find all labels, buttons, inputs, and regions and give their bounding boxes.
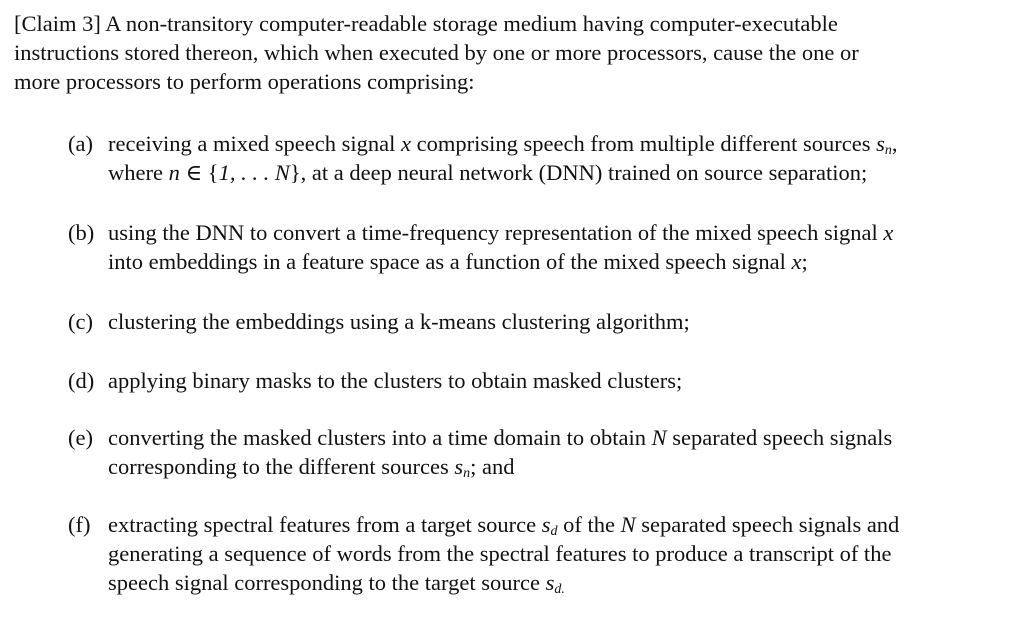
step-text: where [108,160,169,185]
step-b [68,218,1008,276]
step-text: speech signal corresponding to the target source [108,570,546,595]
claim-intro [14,9,1004,96]
step-letter: (d) [68,368,95,393]
step-text: }, at a deep neural network (DNN) trained on source separation; [289,160,868,185]
step-line [108,452,1008,481]
step-text: ∈ { [179,160,219,185]
step-c [68,307,1008,336]
step-f [68,510,1008,597]
step-text: separated speech signals [666,425,893,450]
math-variable: s [876,131,885,156]
step-line [108,568,1008,597]
step-d [68,366,1008,395]
step-text: into embeddings in a feature space as a function of the mixed speech signal [108,249,792,274]
step-line [108,247,1008,276]
math-variable: N [651,425,667,450]
step-e [68,423,1008,481]
step-body [108,129,1008,187]
step-line: generating a sequence of words from the spectral features to produce a transcript of the [108,541,892,566]
step-body [108,218,1008,276]
math-subscript: n [463,466,471,481]
step-body [108,510,1008,597]
step-text: of the [557,512,621,537]
intro-line-2: instructions stored thereon, which when executed by one or more processors, cause the one or [14,40,859,65]
math-variable: N [620,512,636,537]
step-text: separated speech signals and [635,512,900,537]
step-letter: (e) [68,425,93,450]
step-a [68,129,1008,187]
step-body [108,423,1008,481]
math-variable: s [545,570,555,595]
step-body [108,307,1008,336]
step-letter: (c) [68,309,93,334]
math-variable: n [168,160,180,185]
step-line [108,510,1008,539]
math-variable: x [883,220,894,245]
step-text: converting the masked clusters into a time domain to obtain [108,425,652,450]
step-line [108,423,1008,452]
step-letter: (a) [68,131,93,156]
step-text: applying binary masks to the clusters to obtain masked clusters; [108,368,683,393]
step-line [108,129,1008,158]
step-text: using the DNN to convert a time-frequency representation of the mixed speech signal [108,220,884,245]
math-variable: x [401,131,412,156]
intro-line-3: more processors to perform operations comprising: [14,69,475,94]
intro-line-1: [Claim 3] A non-transitory computer-readable storage medium having computer-executable [14,11,838,36]
step-line [108,158,1008,187]
step-letter: (f) [68,512,91,537]
step-text: receiving a mixed speech signal [108,131,402,156]
math-subscript: d. [554,582,565,597]
math-subscript: d [550,524,558,539]
step-text: ; and [470,454,515,479]
step-text: , [891,131,898,156]
step-text: clustering the embeddings using a k-means clustering algorithm; [108,309,690,334]
step-text: comprising speech from multiple different sources [411,131,877,156]
math-variable: x [791,249,802,274]
step-letter: (b) [68,220,95,245]
math-variable: s [541,512,551,537]
math-subscript: n [884,143,892,158]
step-text: extracting spectral features from a target source [108,512,542,537]
math-variable: s [454,454,464,479]
step-text: corresponding to the different sources [108,454,455,479]
step-text: ; [801,249,808,274]
step-line [108,218,1008,247]
math-variable: 1, . . . N [218,160,290,185]
step-body [108,366,1008,395]
